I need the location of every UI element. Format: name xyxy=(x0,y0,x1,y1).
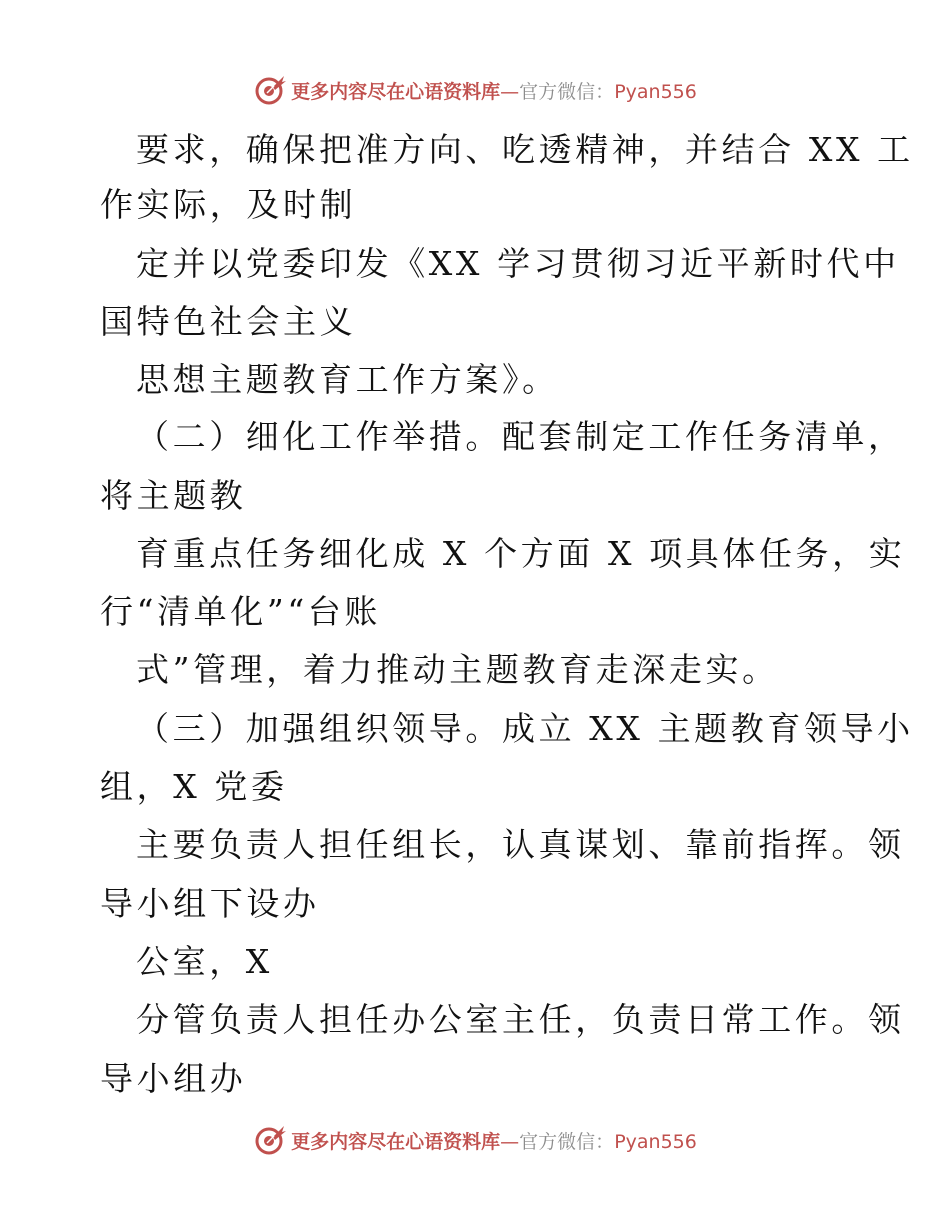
doc-line: 作实际，及时制 xyxy=(100,185,357,224)
doc-line: 导小组办 xyxy=(100,1059,247,1098)
doc-line: 思想主题教育工作方案》。 xyxy=(136,360,559,399)
doc-line: 定并以党委印发《XX 学习贯彻习近平新时代中 xyxy=(136,244,900,283)
doc-line: 国特色社会主义 xyxy=(100,302,357,341)
doc-line: 组，X 党委 xyxy=(100,767,288,806)
footer-watermark xyxy=(0,1120,950,1160)
doc-line: 要求，确保把准方向、吃透精神，并结合 XX 工 xyxy=(136,130,914,169)
watermark-id: Pyan556 xyxy=(614,80,697,103)
watermark-subtitle: 官方微信： xyxy=(519,80,615,103)
watermark-id: Pyan556 xyxy=(614,1130,697,1153)
watermark-title: 更多内容尽在心语资料库 xyxy=(291,80,501,103)
watermark-separator: — xyxy=(500,80,520,103)
doc-line: （三）加强组织领导。成立 XX 主题教育领导小 xyxy=(136,709,914,748)
doc-line: 育重点任务细化成 X 个方面 X 项具体任务，实 xyxy=(136,534,906,573)
doc-line: 将主题教 xyxy=(100,476,247,515)
doc-line: 行“清单化”“台账 xyxy=(100,592,382,631)
quill-logo-icon xyxy=(253,73,287,107)
watermark-separator: — xyxy=(500,1130,520,1153)
doc-line: 导小组下设办 xyxy=(100,884,320,923)
doc-line: （二）细化工作举措。配套制定工作任务清单， xyxy=(136,417,905,456)
doc-line: 分管负责人担任办公室主任，负责日常工作。领 xyxy=(136,1000,905,1039)
doc-line: 公室，X xyxy=(136,942,273,981)
header-watermark xyxy=(0,70,950,110)
quill-logo-icon xyxy=(253,1123,287,1157)
doc-line: 式”管理，着力推动主题教育走深走实。 xyxy=(136,650,779,689)
watermark-title: 更多内容尽在心语资料库 xyxy=(291,1130,501,1153)
doc-line: 主要负责人担任组长，认真谋划、靠前指挥。领 xyxy=(136,825,905,864)
watermark-subtitle: 官方微信： xyxy=(519,1130,615,1153)
